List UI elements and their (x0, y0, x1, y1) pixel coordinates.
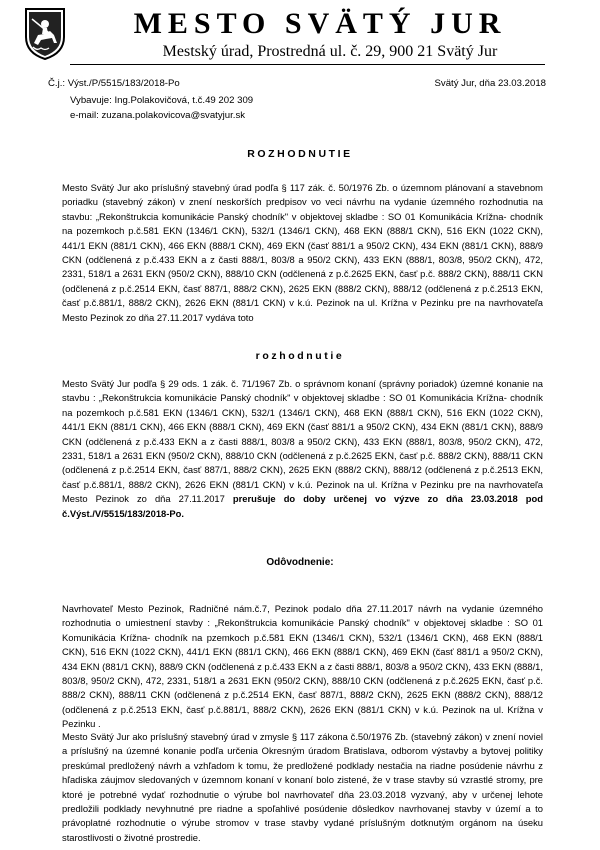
processed-by: Vybavuje: Ing.Polakovičová, t.č.49 202 309 (70, 95, 254, 106)
reference-number: Č.j.: Výst./P/5515/183/2018-Po (48, 78, 180, 89)
office-address: Mestský úrad, Prostredná ul. č. 29, 900 21 Svätý Jur (162, 43, 498, 60)
decision-interruption: prerušuje do doby určenej vo výzve zo dňa 23.03.2018 pod č.Výst./V/5515/183/2018-Po. (62, 493, 543, 519)
paragraph-intro: Mesto Svätý Jur ako príslušný stavebný úrad podľa § 117 zák. č. 50/1976 Zb. o územnom plánovaní a stavebnom poriadku (stavebný zákon) v znení neskorších predpisov vo veci návrhu na vydanie územného rozhodnutia na stavbu: „Rekonštrukcia komunikácie Panský chodník" v objektovej skladbe : SO 01 Komunikácia Krížna- chodník na pozemkoch p.č.581 EKN (1346/1 CKN), 532/1 (1346/1 CKN), 468 EKN (888/1 CKN), 516 EKN (1022 CKN), 441/1 EKN (881/1 CKN), 466 EKN (888/1 CKN), 469 EKN (časť 881/1 a 950/2 CKN), 434 EKN (881/1 CKN), 888/9 CKN (odčlenená z p.č.433 EKN a z časti 888/1, 803/8 a 950/2 CKN), 433 EKN (888/1, 803/8, 950/2 CKN), 472, 2331, 518/1 a 2631 EKN (950/2 CKN), 888/10 CKN (odčlenená z p.č.2625 EKN, časť p.č. 888/2 CKN), 888/11 CKN (odčlenená z p.č.2514 EKN, časť 887/1, 888/2 CKN), 2625 EKN (888/2 CKN), 888/12 (odčlenená z p.č.2513 EKN, časť p.č.881/1, 888/2 CKN), 2626 EKN (881/1 CKN) v k.ú. Pezinok na ul. Krížna v Pezinku pre na navrhovateľa Mesto Pezinok zo dňa 27.11.2017 vydáva toto (62, 182, 543, 323)
heading-decision: rozhodnutie (255, 350, 345, 362)
heading-reasoning: Odôvodnenie: (266, 557, 334, 568)
paragraph-reasoning-2: Mesto Svätý Jur ako príslušný stavebný úrad v zmysle § 117 zákona č.50/1976 Zb. (stavebný zákon) v znení noviel a príslušný na územné konanie podľa určenia Okresným úradom Bratislava, odborom výstavby a bytovej politiky preskúmal predložený návrh a vzhľadom k tomu, že predložené podklady nestačia na riadne posúdenie návrhu z hľadiska záujmov sledovaných v územnom konaní v konaní bolo zistené, že v trase stavby sú vzrastlé stromy, pre ktoré je potrebné vydať rozhodnutie o výrube bol navrhovateľ dňa 23.03.2018 vyzvaný, aby v určenej lehote predložili podklady nevyhnutné pre riadne a spoľahlivé posúdenie dôsledkov navrhovanej stavby v území a to právoplatné rozhodnutie o výrube stromov v trase stavby vydané príslušným dotknutým orgánom na úseku starostlivosti o životné prostredie. (62, 731, 543, 843)
document-date: Svätý Jur, dňa 23.03.2018 (434, 78, 546, 89)
page-title: MESTO SVÄTÝ JUR (133, 7, 507, 40)
paragraph-reasoning-1: Navrhovateľ Mesto Pezinok, Radničné nám.č.7, Pezinok podalo dňa 27.11.2017 návrh na vydanie územného rozhodnutia o umiestnení stavby : „Rekonštrukcia komunikácie Panský chodník" v objektovej skladbe : SO 01 Komunikácia Krížna- chodník na pzemkoch p.č.581 EKN (1346/1 CKN), 532/1 (1346/1 CKN), 468 EKN (888/1 CKN), 516 EKN (1022 CKN), 441/1 EKN (881/1 CKN), 466 EKN (888/1 CKN), 469 EKN (časť 881/1 a 950/2 CKN), 434 EKN (881/1 CKN), 888/9 CKN (odčlenená z p.č.433 EKN a z časti 888/1, 803/8 a 950/2 CKN), 433 EKN (888/1, 803/8, 950/2 CKN), 472, 2331, 518/1 a 2631 EKN (950/2 CKN), 888/10 CKN (odčlenená z p.č.2625 EKN, časť p.č. 888/2 CKN), 888/11 CKN (odčlenená z p.č.2514 EKN, časť 887/1, 888/2 CKN), 2625 EKN (888/2 CKN), 888/12 (odčlenená z p.č.2513 EKN, časť p.č.881/1, 888/2 CKN), 2626 EKN (881/1 CKN) v k.ú. Pezinok na ul. Krížna v Pezinku . (62, 603, 543, 730)
contact-email[interactable]: e-mail: zuzana.polakovicova@svatyjur.sk (70, 110, 246, 121)
paragraph-decision (62, 377, 543, 521)
decision-text: Mesto Svätý Jur podľa § 29 ods. 1 zák. č. 71/1967 Zb. o správnom konaní (správny poriadok) územné konanie na stavbu : „Rekonštrukcia komunikácie Panský chodník" v objektovej skladbe : SO 01 Komunikácia Krížna- chodník na pozemkoch p.č.581 EKN (1346/1 CKN), 532/1 (1346/1 CKN), 468 EKN (888/1 CKN), 516 EKN (1022 CKN), 441/1 EKN (881/1 CKN), 466 EKN (888/1 CKN), 469 EKN (časť 881/1 a 950/2 CKN), 434 EKN (881/1 CKN), 888/9 CKN (odčlenená z p.č.433 EKN a z časti 888/1, 803/8 a 950/2 CKN), 433 EKN (888/1, 803/8, 950/2 CKN), 472, 2331, 518/1 a 2631 EKN (950/2 CKN), 888/10 CKN (odčlenená z p.č.2625 EKN, časť p.č. 888/2 CKN), 888/11 CKN (odčlenená z p.č.2514 EKN, časť 887/1, 888/2 CKN), 2625 EKN (888/2 CKN), 888/12 (odčlenená z p.č.2513 EKN, časť p.č.881/1, 888/2 CKN), 2626 EKN (881/1 CKN) v k.ú. Pezinok na ul. Krížna v Pezinku pre na navrhovateľa Mesto Pezinok zo dňa 27.11.2017 (62, 378, 543, 505)
header-divider (70, 64, 545, 65)
heading-main: ROZHODNUTIE (247, 148, 353, 160)
